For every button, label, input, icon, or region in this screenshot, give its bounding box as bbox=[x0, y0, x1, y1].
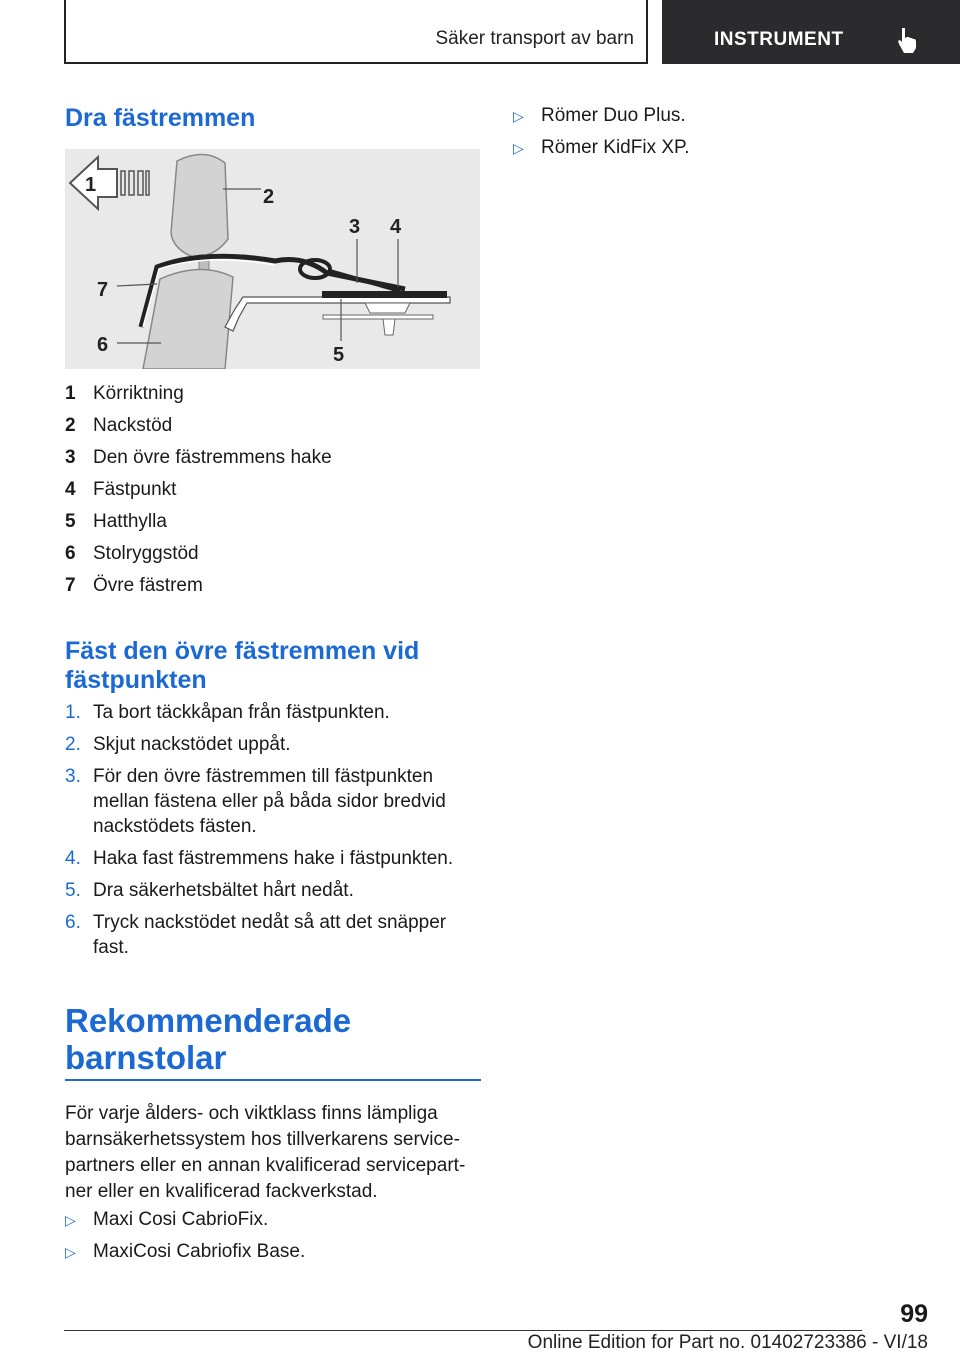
chapter-title-line2: barnstolar bbox=[65, 1039, 227, 1076]
legend-item bbox=[65, 410, 480, 442]
section-title-fast-line1: Fäst den övre fästremmen vid bbox=[65, 637, 420, 665]
legend-item bbox=[65, 378, 480, 410]
list-item bbox=[65, 1204, 480, 1236]
callout-6: 6 bbox=[97, 334, 109, 356]
legend-item bbox=[65, 538, 480, 570]
page-number: 99 bbox=[900, 1300, 928, 1328]
legend-number: 2 bbox=[65, 415, 76, 436]
legend-number: 6 bbox=[65, 543, 76, 564]
footer-divider bbox=[64, 1330, 862, 1331]
step-number: 3. bbox=[65, 766, 81, 787]
chapter-divider bbox=[65, 1079, 481, 1081]
legend-text: Hatthylla bbox=[93, 511, 167, 532]
header-section-box bbox=[64, 0, 648, 64]
legend-number: 3 bbox=[65, 447, 76, 468]
step-number: 6. bbox=[65, 912, 81, 933]
triangle-bullet-icon: ▷ bbox=[513, 107, 524, 124]
legend-item bbox=[65, 570, 480, 602]
legend-number: 5 bbox=[65, 511, 76, 532]
list-item bbox=[513, 100, 928, 132]
step-text: Dra säkerhetsbältet hårt nedåt. bbox=[93, 880, 354, 901]
child-seat-list-left bbox=[65, 1204, 480, 1268]
footer-edition: Online Edition for Part no. 01402723386 - VI/18 bbox=[527, 1332, 928, 1353]
list-item-text: Römer Duo Plus. bbox=[541, 105, 686, 126]
callout-1: 1 bbox=[85, 174, 97, 196]
step-text: För den övre fästremmen till fästpunkten mellan fästena eller på båda sidor bredvid nackstödets fästen. bbox=[93, 766, 446, 837]
list-item bbox=[513, 132, 928, 164]
header-chapter-tab[interactable] bbox=[662, 0, 960, 64]
triangle-bullet-icon: ▷ bbox=[65, 1211, 76, 1228]
callout-3: 3 bbox=[349, 216, 361, 238]
chapter-title-line1: Rekommenderade bbox=[65, 1002, 352, 1039]
legend-text: Fästpunkt bbox=[93, 479, 177, 500]
step-text: Skjut nackstödet uppåt. bbox=[93, 734, 291, 755]
list-item-text: Maxi Cosi CabrioFix. bbox=[93, 1209, 269, 1230]
legend-text: Stolryggstöd bbox=[93, 543, 199, 564]
list-item-text: MaxiCosi Cabriofix Base. bbox=[93, 1241, 306, 1262]
legend-number: 7 bbox=[65, 575, 76, 596]
callout-4: 4 bbox=[390, 216, 402, 238]
header-section-title: Säker transport av barn bbox=[435, 28, 634, 49]
list-item bbox=[65, 1236, 480, 1268]
callout-5: 5 bbox=[333, 344, 345, 366]
figure-legend bbox=[65, 378, 480, 602]
child-seat-list-right bbox=[513, 100, 928, 164]
legend-text: Nackstöd bbox=[93, 415, 173, 436]
section-title-fast-line2: fästpunkten bbox=[65, 666, 207, 694]
legend-number: 4 bbox=[65, 479, 76, 500]
step-item bbox=[65, 846, 480, 871]
triangle-bullet-icon: ▷ bbox=[513, 139, 524, 156]
step-text: Tryck nackstödet nedåt så att det snäpper fast. bbox=[93, 912, 447, 958]
section-title-dra-fastremmen: Dra fästremmen bbox=[65, 104, 256, 132]
list-item-text: Römer KidFix XP. bbox=[541, 137, 690, 158]
intro-paragraph: För varje ålders- och viktklass finns lämpliga barnsäkerhetssystem hos tillverkarens servicepartners eller en annan kvalificerad servicepartner eller en kvalificerad fackverkstad. bbox=[65, 1103, 466, 1202]
step-item bbox=[65, 878, 480, 903]
step-item bbox=[65, 764, 480, 839]
step-list bbox=[65, 700, 480, 967]
step-number: 5. bbox=[65, 880, 81, 901]
legend-item bbox=[65, 442, 480, 474]
step-text: Haka fast fästremmens hake i fästpunkten. bbox=[93, 848, 454, 869]
legend-item bbox=[65, 506, 480, 538]
legend-number: 1 bbox=[65, 383, 76, 404]
callout-2: 2 bbox=[263, 186, 275, 208]
step-text: Ta bort täckkåpan från fästpunkten. bbox=[93, 702, 390, 723]
illustration-svg bbox=[65, 149, 480, 369]
hand-pointer-icon bbox=[896, 26, 918, 54]
legend-item bbox=[65, 474, 480, 506]
step-number: 2. bbox=[65, 734, 81, 755]
headrest-illustration bbox=[65, 149, 480, 369]
callout-7: 7 bbox=[97, 279, 109, 301]
triangle-bullet-icon: ▷ bbox=[65, 1243, 76, 1260]
header-chapter-title: INSTRUMENT bbox=[714, 29, 844, 50]
step-number: 1. bbox=[65, 702, 81, 723]
legend-text: Den övre fästremmens hake bbox=[93, 447, 332, 468]
step-item bbox=[65, 910, 480, 960]
step-number: 4. bbox=[65, 848, 81, 869]
legend-text: Övre fästrem bbox=[93, 575, 203, 596]
step-item bbox=[65, 732, 480, 757]
legend-text: Körriktning bbox=[93, 383, 184, 404]
step-item bbox=[65, 700, 480, 725]
